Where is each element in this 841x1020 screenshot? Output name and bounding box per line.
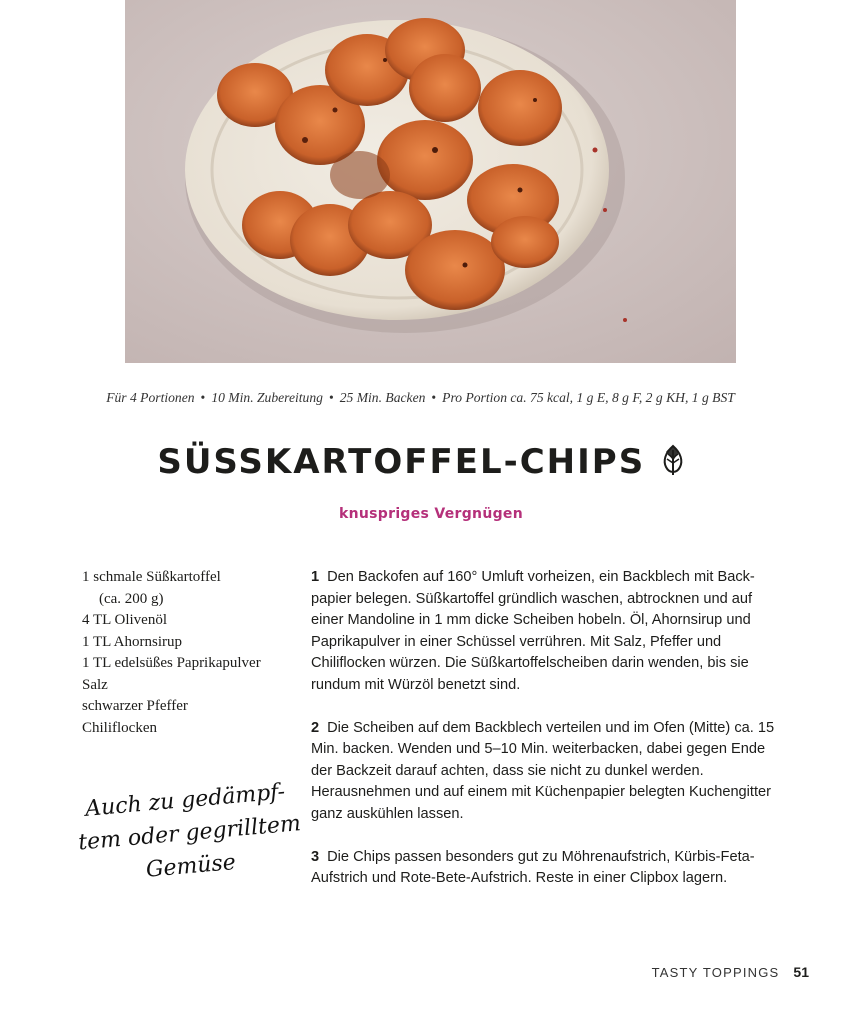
ingredient-item: 1 TL edelsüßes Paprikapulver (82, 655, 261, 671)
title-row (0, 442, 841, 482)
prep-time: 10 Min. Zubereitung (211, 390, 323, 405)
page-footer (652, 964, 809, 980)
step-text: Die Chips passen besonders gut zu Möhrenaufstrich, Kürbis-Feta-Aufstrich und Rote-Bete-Aufstrich. Reste in einer Clipbox lagern. (311, 848, 755, 886)
portions: Für 4 Portionen (106, 390, 195, 405)
vegan-leaf-icon (662, 444, 684, 481)
tip-line: Gemüse (144, 850, 237, 883)
step-1 (311, 567, 781, 696)
page-number: 51 (793, 964, 809, 980)
section-name: TASTY TOPPINGS (651, 965, 780, 980)
ingredient-item: 1 TL Ahornsirup (82, 633, 182, 650)
handwritten-tip (74, 775, 302, 893)
bake-time: 25 Min. Backen (339, 390, 426, 405)
ingredient-item: 4 TL Olivenöl (82, 612, 167, 628)
step-text: Die Scheiben auf dem Backblech verteilen und im Ofen (Mitte) ca. 15 Min. backen. Wenden und 5–10 Min. weiterbacken, dabei gegen Ende der Backzeit darauf achten, dass sie nicht zu dunkel werden. Herausnehmen und auf einem mit Küchenpapier belegten Kuchengitter ganz auskühlen lassen. (311, 719, 775, 822)
step-number: 3 (311, 848, 320, 865)
ingredient-item: schwarzer Pfeffer (82, 698, 188, 714)
step-number: 2 (311, 719, 320, 736)
meta-separator: • (200, 390, 206, 405)
meta-separator: • (328, 390, 334, 405)
step-2 (311, 718, 781, 826)
step-number: 1 (311, 569, 320, 585)
step-3 (311, 847, 781, 890)
instructions (311, 567, 781, 911)
food-photo-image (125, 0, 736, 363)
ingredient-item: (ca. 200 g) (99, 590, 164, 607)
recipe-subtitle: knuspriges Vergnügen (339, 506, 523, 522)
tip-line: tem oder gegrilltem (77, 811, 302, 856)
ingredient-list (82, 567, 307, 739)
meta-separator: • (431, 390, 437, 405)
ingredient-item: Chiliflocken (82, 719, 157, 736)
nutrition: Pro Portion ca. 75 kcal, 1 g E, 8 g F, 2 g KH, 1 g BST (442, 390, 735, 405)
tip-line: Auch zu gedämpf- (84, 779, 287, 822)
recipe-meta (0, 390, 841, 406)
recipe-title: SÜSSKARTOFFEL-CHIPS (157, 442, 646, 482)
step-text: Den Backofen auf 160° Umluft vorheizen, ein Backblech mit Backpapier belegen. Süßkartoffel gründlich waschen, abtrocknen und auf einer Mandoline in 1 mm dicke Scheiben hobeln. Öl, Ahornsirup und Paprikapulver in einer Schüssel verrühren. Mit Salz, Pfeffer und Chiliflocken würzen. Die Süßkartoffelscheiben darin wenden, bis sie rundum mit Würzöl benetzt sind. (311, 569, 755, 693)
recipe-photo (125, 0, 736, 363)
ingredient-item: 1 schmale Süßkartoffel (82, 569, 221, 585)
ingredient-item: Salz (82, 676, 108, 693)
